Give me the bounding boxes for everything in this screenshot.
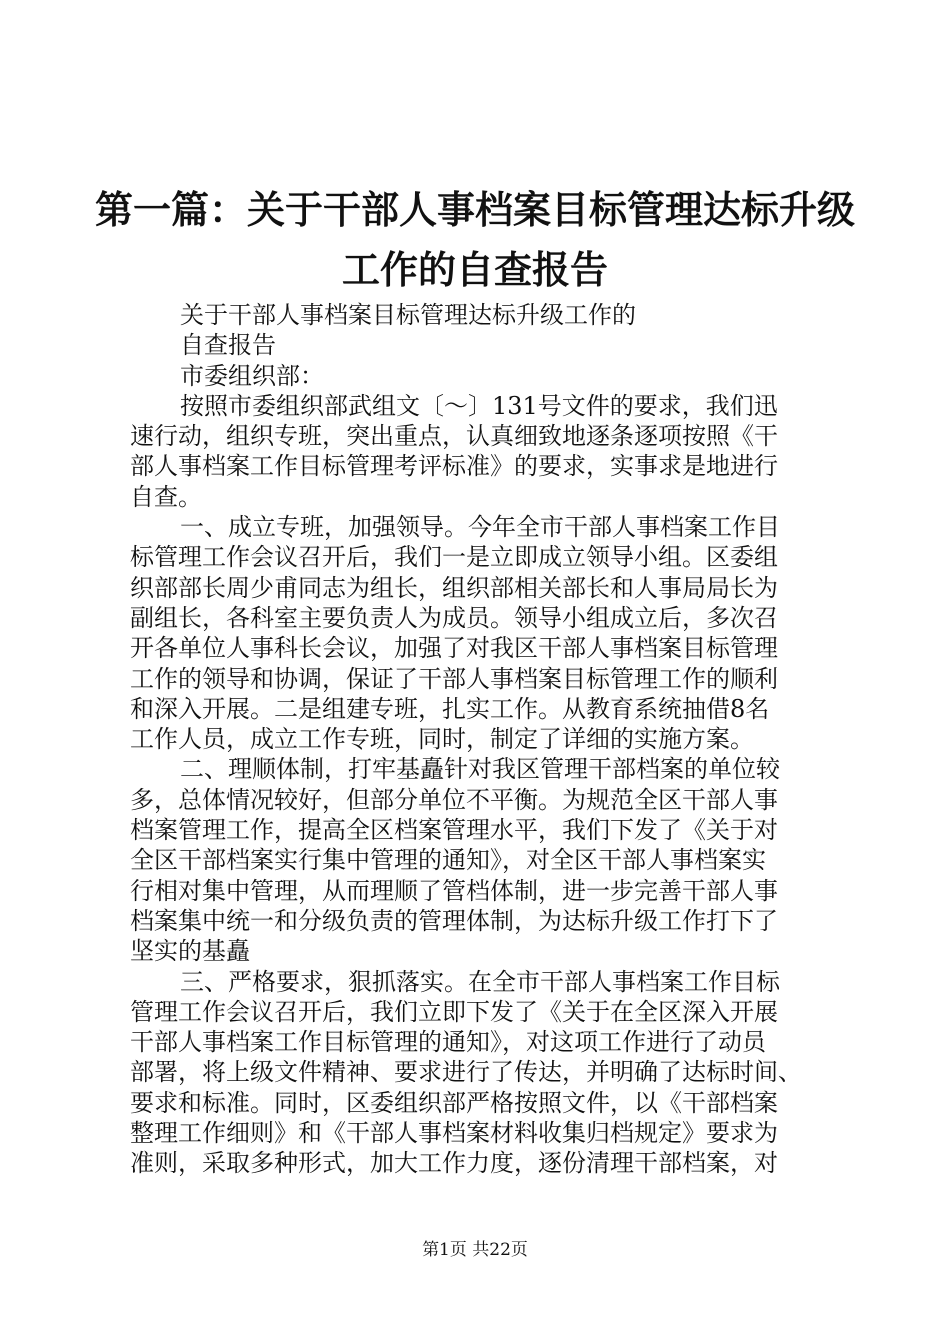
page-footer: 第1页 共22页 xyxy=(422,1240,528,1260)
body-text-line: 行相对集中管理，从而理顺了管档体制，进一步完善干部人事 xyxy=(130,876,778,905)
body-text-line: 部人事档案工作目标管理考评标准》的要求，实事求是地进行 xyxy=(130,452,778,481)
body-text-line: 标管理工作会议召开后，我们一是立即成立领导小组。区委组 xyxy=(130,543,778,572)
body-text-line: 坚实的基矗 xyxy=(130,937,250,966)
body-text-line: 管理工作会议召开后，我们立即下发了《关于在全区深入开展 xyxy=(130,997,778,1026)
body-text-line: 工作的领导和协调，保证了干部人事档案目标管理工作的顺利 xyxy=(130,664,778,693)
body-text-line: 工作人员，成立工作专班，同时，制定了详细的实施方案。 xyxy=(130,725,754,754)
body-text-line: 部署，将上级文件精神、要求进行了传达，并明确了达标时间、 xyxy=(130,1058,802,1087)
body-text-line: 全区干部档案实行集中管理的通知》，对全区干部人事档案实 xyxy=(130,846,766,875)
body-text-line: 副组长，各科室主要负责人为成员。领导小组成立后，多次召 xyxy=(130,603,778,632)
body-text-line: 整理工作细则》和《干部人事档案材料收集归档规定》要求为 xyxy=(130,1119,778,1148)
body-text-line: 二、理顺体制，打牢基矗针对我区管理干部档案的单位较 xyxy=(180,755,780,784)
document-title-line-2: 工作的自查报告 xyxy=(341,247,608,292)
body-text-line: 干部人事档案工作目标管理的通知》，对这项工作进行了动员 xyxy=(130,1028,766,1057)
body-text-line: 档案集中统一和分级负责的管理体制，为达标升级工作打下了 xyxy=(130,906,778,935)
body-text-line: 准则，采取多种形式，加大工作力度，逐份清理干部档案，对 xyxy=(130,1149,778,1178)
body-text-line: 和深入开展。二是组建专班，扎实工作。从教育系统抽借8名 xyxy=(130,694,770,723)
body-text-line: 多，总体情况较好，但部分单位不平衡。为规范全区干部人事 xyxy=(130,785,778,814)
body-text-line: 织部部长周少甫同志为组长，组织部相关部长和人事局局长为 xyxy=(130,573,778,602)
body-text-line: 关于干部人事档案目标管理达标升级工作的 xyxy=(180,301,636,329)
body-text-line: 要求和标准。同时，区委组织部严格按照文件，以《干部档案 xyxy=(130,1088,778,1117)
body-text-line: 一、成立专班，加强领导。今年全市干部人事档案工作目 xyxy=(180,513,780,542)
body-text-line: 按照市委组织部武组文〔～〕131号文件的要求，我们迅 xyxy=(180,391,778,420)
body-text-line: 三、严格要求，狠抓落实。在全市干部人事档案工作目标 xyxy=(180,967,780,996)
body-text-line: 开各单位人事科长会议，加强了对我区干部人事档案目标管理 xyxy=(130,634,778,663)
body-text-line: 自查报告 xyxy=(180,331,276,360)
body-text-line: 市委组织部： xyxy=(180,361,324,390)
document-body xyxy=(130,300,830,1179)
body-text-line: 档案管理工作，提高全区档案管理水平，我们下发了《关于对 xyxy=(130,816,778,845)
body-text-line: 速行动，组织专班，突出重点，认真细致地逐条逐项按照《干 xyxy=(130,422,778,451)
body-text-line: 自查。 xyxy=(130,482,202,511)
document-title-line-1: 第一篇：关于干部人事档案目标管理达标升级 xyxy=(94,187,855,232)
